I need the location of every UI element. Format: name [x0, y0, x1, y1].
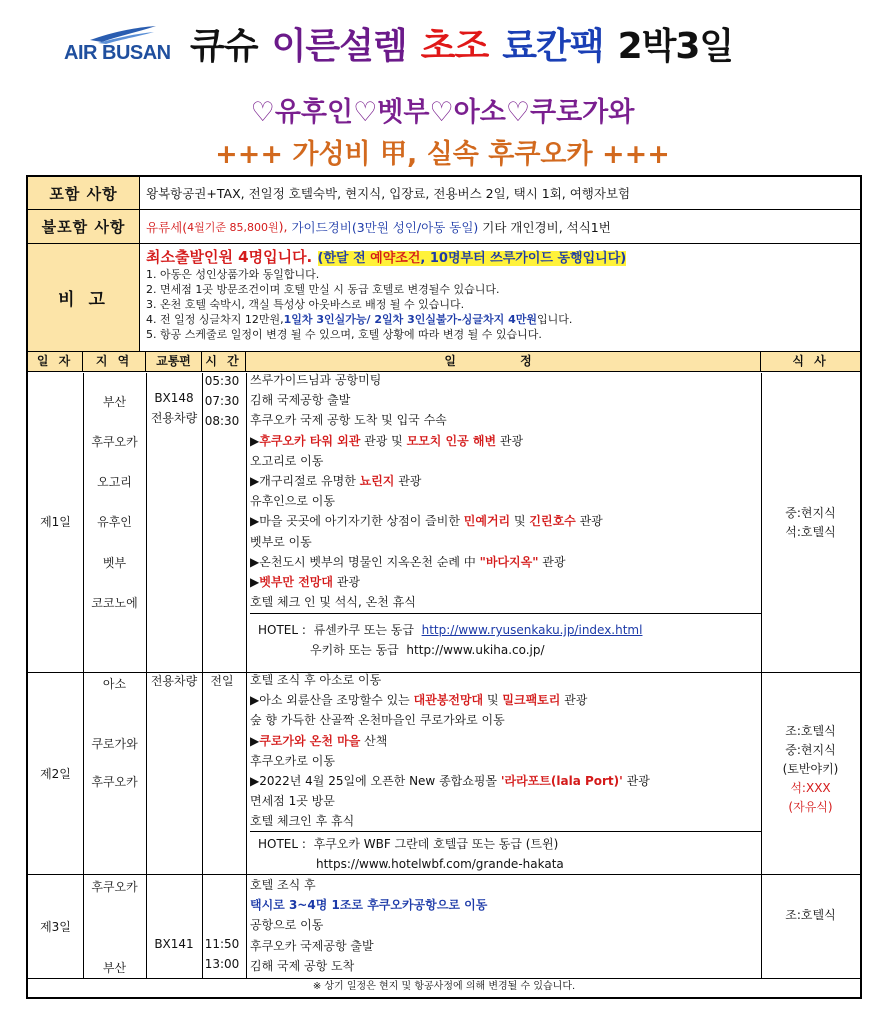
day2-transport: 전용차량	[150, 674, 198, 688]
day3-block	[28, 875, 860, 979]
day1-block	[28, 373, 860, 673]
day2-s2-a: ▶아소 외륜산을 조망할수 있는	[250, 693, 414, 708]
guide-fee: 가이드경비(3만원 성인/아동 동일)	[291, 219, 479, 235]
day1-s5: 오고리로 이동	[250, 453, 324, 468]
day1-hotel-label: HOTEL :	[258, 623, 306, 637]
title-early: 이른설렘	[271, 26, 407, 67]
reservation-rest: , 10명부터 쓰루가이드 동행입니다)	[420, 251, 627, 266]
air-busan-logo	[62, 22, 170, 70]
day1-s4-end: 관광	[496, 433, 524, 448]
day2-s6-c: 관광	[622, 773, 650, 788]
day2-s5: 후쿠오카로 이동	[250, 753, 335, 768]
excluded-rest: 기타 개인경비, 석식1번	[482, 219, 611, 235]
day3-times	[202, 934, 242, 974]
day3-s3: 공항으로 이동	[250, 918, 324, 933]
fukuoka-tower: 후쿠오카 타워 외관	[259, 433, 361, 448]
day3-s4: 후쿠오카 국제공항 출발	[250, 938, 374, 953]
subtitle-destinations: ♡유후인♡벳부♡아소♡쿠로가와	[250, 97, 635, 128]
lalaport: '라라포트(lala Port)'	[500, 773, 623, 788]
reservation-highlight	[318, 251, 627, 266]
day1-hotel-line1	[258, 620, 753, 640]
day3-transport: BX141	[154, 937, 194, 951]
day1-s7: 유후인으로 이동	[250, 494, 335, 509]
ryusenkaku-link[interactable]: http://www.ryusenkaku.jp/index.html	[421, 623, 643, 637]
remark-item-4	[146, 312, 854, 327]
day1-hotel2-name: 우키하 또는 동급	[310, 643, 399, 657]
remark-item-3: 3. 온천 호텔 숙박시, 객실 특성상 아웃바스로 배정 될 수 있습니다.	[146, 298, 465, 311]
included-text: 왕복항공권+TAX, 전일정 호텔숙박, 현지식, 입장료, 전용버스 2일, 택시 1회, 여행자보험	[146, 186, 631, 201]
col-meal: 식 사	[792, 354, 829, 368]
day1-s12: 호텔 체크 인 및 석식, 온천 휴식	[250, 595, 416, 610]
fuel-charge-end: ),	[278, 219, 288, 234]
reservation-condition: 예약조건	[370, 251, 421, 266]
day1-s9: 벳부로 이동	[250, 534, 312, 549]
day1-meals	[761, 504, 860, 542]
included-row	[28, 177, 860, 210]
day3-breakfast: 조:호텔식	[785, 908, 836, 922]
day2-s6-a: ▶2022년 4월 25일에 오픈한 New 종합쇼핑몰	[250, 773, 501, 788]
hotelwbf-link[interactable]: https://www.hotelwbf.com/grande-hakata	[316, 857, 564, 871]
day2-s4-c: 산책	[360, 733, 388, 748]
included-label: 포함 사항	[28, 177, 140, 209]
day1-label: 제1일	[40, 515, 71, 529]
day2-hotel-line1	[258, 834, 753, 854]
fuel-charge: 유류세(	[146, 219, 188, 235]
daikanbo: 대관봉전망대	[413, 693, 484, 708]
day2-s2-e: 관광	[560, 693, 588, 708]
day2-schedule	[250, 670, 755, 832]
day2-s7: 면세점 1곳 방문	[250, 794, 335, 809]
title-super: 초조	[420, 26, 489, 67]
day1-lunch: 중:현지식	[785, 506, 836, 520]
day3-label: 제3일	[40, 920, 71, 934]
day1-s8	[250, 511, 755, 531]
day2-block	[28, 673, 860, 875]
day2-hotel-line2	[258, 854, 753, 874]
day2-s4	[250, 731, 755, 751]
header	[0, 0, 885, 175]
title-kyushu: 큐슈	[190, 26, 258, 67]
excluded-row	[28, 210, 860, 244]
sea-hell: "바다지옥"	[479, 554, 539, 569]
reservation-open: (한달 전	[317, 251, 371, 266]
day1-time-1: 05:30	[204, 374, 240, 388]
remarks-list	[146, 267, 854, 342]
day2-hotel	[250, 831, 761, 875]
day1-transport	[146, 388, 202, 428]
day1-s4-mid: 관광 및	[360, 433, 407, 448]
day2-label: 제2일	[40, 767, 71, 781]
day1-dinner: 석:호텔식	[785, 525, 836, 539]
day1-s1: 쓰루가이드님과 공항미팅	[250, 373, 382, 387]
column-headers	[28, 352, 860, 372]
day2-time: 전일	[210, 674, 234, 688]
day2-s4-a: ▶	[250, 733, 260, 748]
day1-hotel1-name: 류센카쿠 또는 동급	[313, 623, 414, 637]
day2-lunch: 중:현지식	[785, 743, 836, 757]
day3-s5: 김해 국제 공항 도착	[250, 958, 355, 973]
day1-s8-a: ▶마을 곳곳에 아기자기한 상점이 즐비한	[250, 514, 464, 529]
day2-lunch-note: (토반야키)	[782, 762, 839, 776]
day1-place-kokonoe: 코코노에	[91, 596, 138, 610]
day1-s6-c: 관광	[394, 473, 422, 488]
remark-item-5: 5. 항공 스케줄로 일정이 변경 될 수 있으며, 호텔 상황에 따라 변경 될 수 있습니다.	[146, 328, 542, 341]
day1-s10	[250, 552, 755, 572]
day3-time-1: 11:50	[204, 937, 240, 951]
col-time: 시 간	[202, 352, 246, 372]
beppu-observatory: 벳부만 전망대	[259, 574, 333, 589]
day2-s1: 호텔 조식 후 아소로 이동	[250, 673, 382, 687]
remarks-row	[28, 244, 860, 352]
day1-s8-e: 관광	[575, 514, 603, 529]
day1-hotel-line2	[258, 640, 753, 660]
day1-place-fukuoka: 후쿠오카	[91, 435, 138, 449]
day1-place-busan: 부산	[102, 395, 127, 409]
day1-place-ogori: 오고리	[97, 475, 132, 489]
day1-place-yufuin: 유후인	[97, 515, 132, 529]
subtitle-slogan: +++ 가성비 甲, 실속 후쿠오카 +++	[215, 139, 670, 170]
day1-s6-a: ▶개구리절로 유명한	[250, 473, 360, 488]
day3-place-fukuoka: 후쿠오카	[91, 880, 138, 894]
day2-s3: 숲 향 가득한 산골짝 온천마을인 쿠로가와로 이동	[250, 713, 505, 728]
momochi-beach: 모모치 인공 해변	[406, 433, 497, 448]
day3-s2: 택시로 3~4명 1조로 후쿠오카공항으로 이동	[250, 898, 488, 913]
nyorinji: 뇨린지	[359, 473, 395, 488]
day1-s10-c: 관광	[538, 554, 566, 569]
day2-s2-c: 및	[483, 693, 503, 708]
day1-s3: 후쿠오카 국제 공항 도착 및 입국 수속	[250, 413, 447, 428]
day1-vehicle: 전용차량	[150, 411, 198, 425]
col-date: 일 자	[28, 352, 83, 372]
wing-icon	[88, 24, 158, 44]
day1-time-2: 07:30	[204, 394, 240, 408]
excluded-label: 불포함 사항	[28, 210, 140, 243]
day1-s10-a: ▶온천도시 벳부의 명물인 지옥온천 순례 中	[250, 554, 480, 569]
kurokawa-onsen: 쿠로가와 온천 마을	[259, 733, 361, 748]
day1-schedule	[250, 370, 755, 612]
day1-s11-a: ▶	[250, 574, 260, 589]
remark-4-c: 입니다.	[537, 313, 573, 326]
logo-text: AIR BUSAN	[64, 42, 171, 64]
day3-time-2: 13:00	[204, 957, 240, 971]
day1-flight: BX148	[154, 391, 194, 405]
day1-s4	[250, 431, 755, 451]
day2-hotel1-name: 후쿠오카 WBF 그란데 호텔급 또는 동급 (트윈)	[313, 837, 559, 851]
day2-breakfast: 조:호텔식	[785, 724, 836, 738]
title-ryokan: 료칸팩	[502, 26, 604, 67]
day2-place-aso: 아소	[102, 677, 127, 691]
page-title	[190, 18, 747, 69]
day2-dinner: 석:XXX	[790, 781, 831, 795]
day3-s1: 호텔 조식 후	[250, 878, 316, 892]
day2-meals	[761, 722, 860, 817]
day1-times	[202, 371, 242, 431]
remarks-label: 비 고	[28, 244, 140, 351]
day1-place-beppu: 벳부	[102, 556, 127, 570]
kinrin-lake: 긴린호수	[529, 514, 576, 529]
day3-place-busan: 부산	[102, 961, 127, 975]
remark-4-b: 1일차 3인실가능/ 2일차 3인실불가-싱글차지 4만원	[283, 313, 538, 326]
itinerary-sheet	[26, 175, 862, 999]
remarks-content	[140, 244, 860, 351]
day2-hotel-label: HOTEL :	[258, 837, 306, 851]
ukiha-link[interactable]: http://www.ukiha.co.jp/	[406, 643, 545, 657]
title-nights: 2박3일	[617, 26, 734, 67]
remark-item-1: 1. 아동은 성인상품가와 동일합니다.	[146, 268, 320, 281]
remark-item-2: 2. 면세점 1곳 방문조건이며 호텔 만실 시 동급 호텔로 변경될수 있습니다.	[146, 283, 500, 296]
day2-s2	[250, 690, 755, 710]
col-region: 지 역	[83, 352, 146, 372]
day3-schedule	[250, 875, 755, 976]
col-schedule: 일 정	[246, 352, 761, 372]
mingei-street: 민예거리	[463, 514, 511, 529]
day1-s11	[250, 572, 755, 592]
milk-factory: 밀크팩토리	[502, 693, 561, 708]
footer-note: ※ 상기 일정은 현지 및 항공사정에 의해 변경될 수 있습니다.	[312, 981, 576, 992]
day1-s8-c: 및	[510, 514, 530, 529]
day2-place-kurokawa: 쿠로가와	[91, 737, 138, 751]
day3-meals	[761, 906, 860, 925]
fuel-charge-note: 4월기준 85,800원	[187, 220, 279, 234]
day1-s6	[250, 471, 755, 491]
day1-time-3: 08:30	[204, 414, 240, 428]
day1-s2: 김해 국제공항 출발	[250, 393, 351, 408]
excluded-text	[140, 210, 860, 243]
remark-4-a: 4. 전 일정 싱글차지 12만원,	[146, 313, 284, 326]
min-departure-note	[146, 246, 854, 267]
day2-place-fukuoka: 후쿠오카	[91, 775, 138, 789]
col-transport: 교통편	[146, 352, 202, 372]
day1-hotel	[250, 613, 761, 673]
min-departure-text: 최소출발인원 4명입니다.	[146, 248, 313, 266]
day1-s4-arrow: ▶	[250, 433, 260, 448]
day1-s11-c: 관광	[332, 574, 360, 589]
day2-dinner-note: (자유식)	[788, 800, 833, 814]
day2-s6	[250, 771, 755, 791]
day2-s8: 호텔 체크인 후 휴식	[250, 814, 355, 829]
